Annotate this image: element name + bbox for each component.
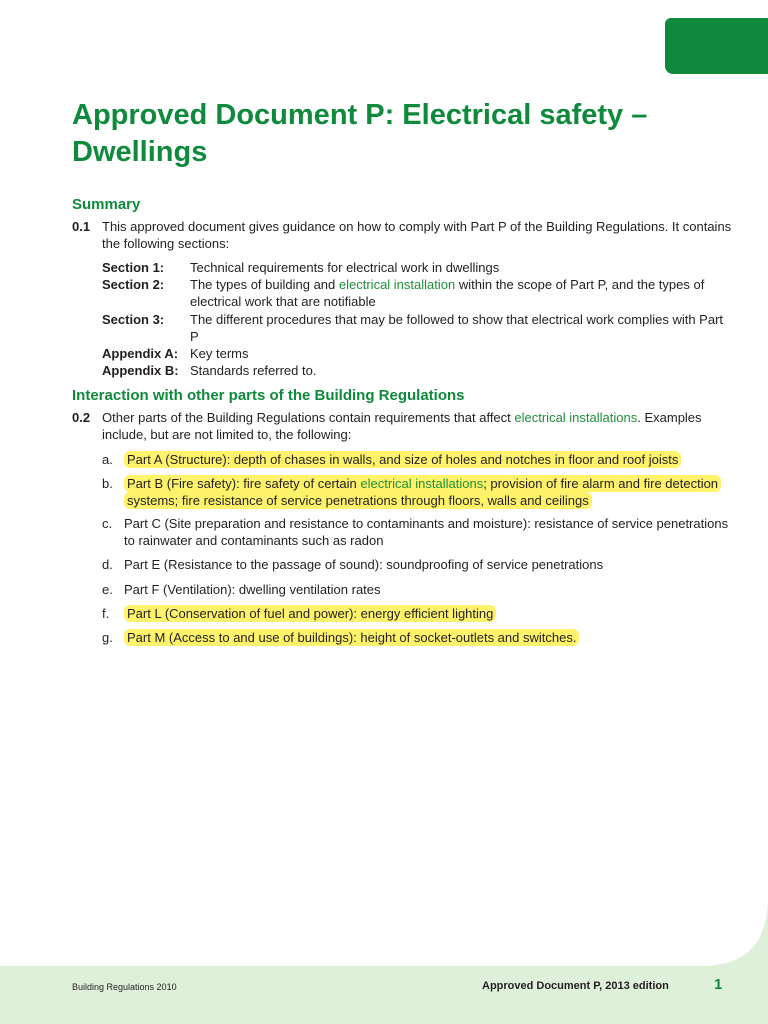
list-item [102,605,742,622]
item-text: Part E (Resistance to the passage of sound): soundproofing of service penetrations [124,557,604,572]
section-text-post: within the scope of Part P, and the types of electrical work that are notifiable [190,277,705,309]
paragraph-text: This approved document gives guidance on how to comply with Part P of the Building Regulations. It contains the following sections: [102,219,732,251]
highlighted-text: Part A (Structure): depth of chases in walls, and size of holes and notches in floor and roof joists [124,451,681,468]
electrical-installations-link[interactable]: electrical installations [360,476,484,491]
section-row [102,276,732,310]
list-item [102,556,742,573]
summary-paragraph [72,218,732,252]
list-item [102,451,742,468]
section-row [102,311,732,345]
section-label: Section 3: [102,312,165,327]
paragraph-text-post: . Examples include, but are not limited to, the following: [102,410,702,442]
electrical-installations-link[interactable]: electrical installations [514,410,638,425]
section-text: Key terms [190,346,249,361]
highlighted-text: Part M (Access to and use of buildings): height of socket-outlets and switches. [124,629,579,646]
section-text [190,276,732,310]
list-marker: g. [102,630,113,645]
section-text: Technical requirements for electrical work in dwellings [190,260,500,275]
footer-edition-text: Approved Document P, 2013 edition [482,980,669,992]
footer-curve [700,895,768,966]
list-item [102,515,742,549]
section-label: Appendix A: [102,346,179,361]
list-marker: a. [102,452,113,467]
chapter-tab [665,18,768,74]
list-marker: b. [102,476,113,491]
section-label: Appendix B: [102,363,179,378]
paragraph-number: 0.1 [72,219,91,234]
footer-left-text: Building Regulations 2010 [72,982,177,992]
electrical-installation-link[interactable]: electrical installation [338,277,456,292]
section-label: Section 2: [102,277,165,292]
interaction-heading: Interaction with other parts of the Building Regulations [72,387,465,404]
item-text-post: ; provision of fire alarm and fire detection systems; fire resistance of service penetrations through floors, walls and ceilings [127,476,719,508]
list-item [102,629,742,646]
page-number: 1 [714,976,723,993]
list-item [102,475,742,509]
highlighted-text [124,475,721,509]
item-text: Part C (Site preparation and resistance to contaminants and moisture): resistance of service penetrations to rainwater and contaminants such as radon [124,516,729,548]
highlighted-text: Part L (Conservation of fuel and power): energy efficient lighting [124,605,496,622]
section-row [102,362,732,379]
list-item [102,581,742,598]
item-text: Part F (Ventilation): dwelling ventilation rates [124,582,381,597]
section-text: Standards referred to. [190,363,317,378]
interaction-paragraph [72,409,732,443]
section-label: Section 1: [102,260,165,275]
section-row [102,345,732,362]
paragraph-text-pre: Other parts of the Building Regulations contain requirements that affect [102,410,515,425]
section-text: The different procedures that may be followed to show that electrical work complies with Part P [190,312,724,344]
footer-band [0,966,768,1024]
list-marker: e. [102,582,113,597]
list-marker: f. [102,606,110,621]
list-marker: d. [102,557,113,572]
section-text-pre: The types of building and [190,277,339,292]
paragraph-number: 0.2 [72,410,91,425]
paragraph-text [102,409,732,443]
page-title: Approved Document P: Electrical safety – Dwellings [72,99,648,168]
section-row [102,259,732,276]
item-text-pre: Part B (Fire safety): fire safety of certain [127,476,361,491]
list-marker: c. [102,516,113,531]
summary-heading: Summary [72,196,141,213]
